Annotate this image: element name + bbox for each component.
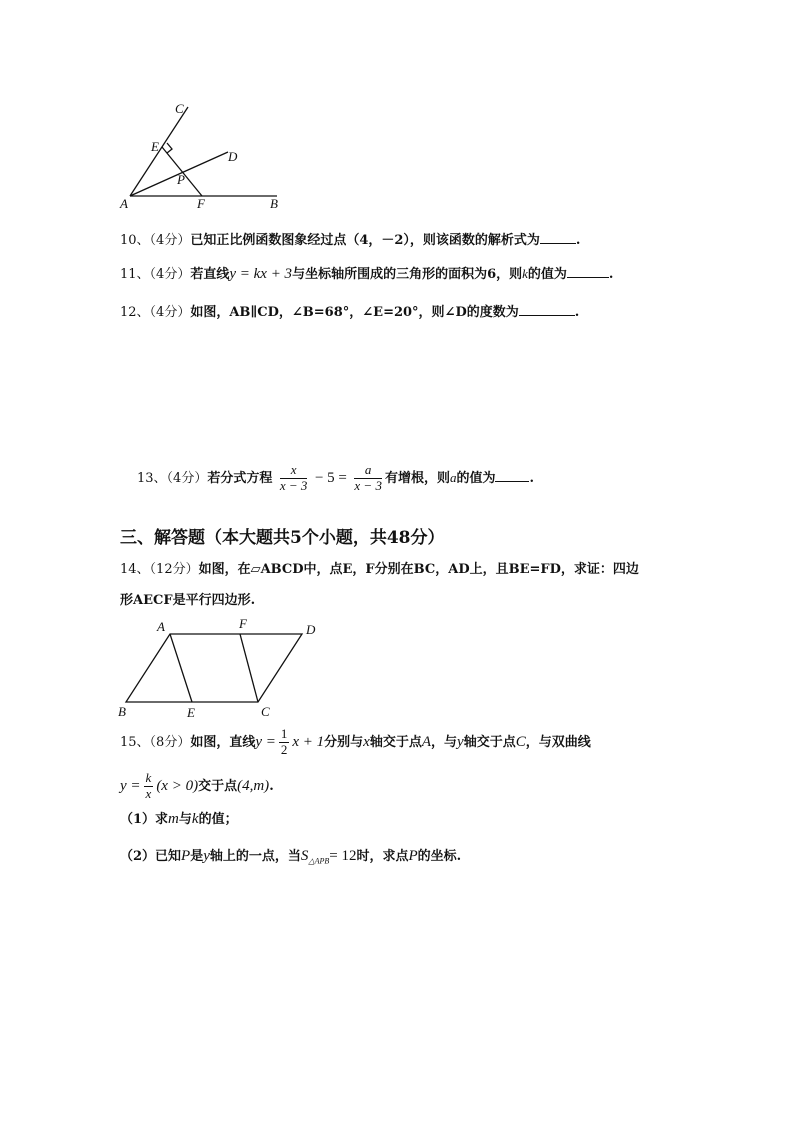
question-text: 若分式方程 [207,470,273,486]
question-11 [120,265,613,282]
question-text-2: 与坐标轴所围成的三角形的面积为6，则 [292,267,523,282]
question-text-5: 轴交于点 [463,735,516,750]
equation-y: y = [255,734,276,750]
point-c: C [515,734,526,750]
point-p-2: P [408,848,418,864]
question-score: （4分） [166,470,208,486]
part-2-text-3: 轴上的一点，当 [209,849,301,864]
question-score: （4分） [149,267,191,282]
period: . [269,779,274,794]
variable-m: m [168,811,179,827]
variable-x: x [363,734,370,750]
label-f: F [197,196,205,211]
label-a: A [120,196,128,211]
variable-k: k [522,266,528,281]
question-15 [120,722,591,763]
section-heading: 三、解答题（本大题共5个小题，共48分） [120,528,445,548]
line-equation: y = kx + 3 [229,266,293,282]
label-f: F [239,616,247,631]
question-text-2: 分别与 [324,735,364,750]
question-text-3: 的值为 [456,470,496,486]
question-12 [120,303,579,319]
area-value: = 12 [329,848,357,864]
area-subscript: △APB [308,856,330,866]
label-e: E [187,705,195,720]
label-b: B [118,704,126,719]
question-text-4: ，与 [431,735,458,750]
equation-middle: − 5 = [314,469,347,486]
question-text-3: 轴交于点 [369,735,422,750]
question-14 [120,563,639,576]
question-number: 14、 [120,562,150,577]
question-score: （12分） [149,562,199,577]
domain-condition: (x > 0) [156,778,199,794]
label-c: C [261,704,270,719]
label-c: C [175,101,184,116]
question-score: （4分） [149,305,191,320]
point-a: A [421,734,432,750]
question-15-part-1 [120,812,238,827]
fraction-a-over-x-minus-3: $\frac{a}{x - 3}$ [354,462,382,493]
question-text: 已知正比例函数图象经过点（4，－2），则该函数的解析式为 [190,233,540,248]
question-text: 如图，直线 [190,735,256,750]
parallelogram-abcd [126,634,302,702]
question-number: 13、 [137,470,167,486]
equation-rest: x + 1 [292,734,325,750]
part-2-text: （2）已知 [120,849,182,864]
answer-blank[interactable] [567,265,609,278]
question-number: 15、 [120,735,150,750]
question-13 [137,463,534,494]
area-symbol: S [300,848,309,864]
segment-fc [240,634,258,702]
question-score: （8分） [149,735,191,750]
question-number: 12、 [120,305,150,320]
question-text: 若直线 [190,267,230,282]
point-4-m: (4,m) [237,778,270,794]
question-text-3: 的值为 [527,267,567,282]
question-text: 交于点 [198,779,238,794]
label-d: D [228,149,238,164]
variable-y: y [457,734,464,750]
question-15-part-2 [120,849,461,866]
fraction-one-half: $\frac{1}{2}$ [280,726,288,757]
period: . [608,267,614,282]
question-number: 11、 [120,267,150,282]
period: . [575,233,581,248]
period: . [574,305,580,320]
variable-a: a [449,469,457,485]
parallelogram-figure [112,612,332,722]
question-text: 如图，在▱ABCD中，点E，F分别在BC，AD上，且BE=FD，求证：四边 [198,562,639,577]
label-a: A [157,619,165,634]
segment-ae [170,634,192,702]
label-p: P [177,172,185,187]
part-2-text-2: 是 [190,849,204,864]
question-15-line-2 [120,766,274,807]
label-d: D [306,622,316,637]
variable-k: k [191,811,199,827]
part-2-text-5: 的坐标. [417,849,462,864]
variable-y: y [203,848,210,864]
question-text: 如图，AB∥CD，∠B=68°，∠E=20°，则∠D的度数为 [190,305,519,320]
answer-blank[interactable] [540,231,576,244]
period: . [529,470,535,486]
answer-blank[interactable] [495,469,529,482]
label-e: E [151,139,159,154]
part-1-text-3: 的值； [198,812,238,827]
question-10 [120,231,580,247]
answer-blank[interactable] [519,303,575,316]
question-text-6: ，与双曲线 [525,735,591,750]
part-2-text-4: 时，求点 [356,849,409,864]
part-1-text-2: 与 [178,812,192,827]
fraction-k-over-x: $\frac{k}{x}$ [145,770,152,801]
right-angle-mark [167,143,172,153]
part-1-text: （1）求 [120,812,169,827]
angle-figure [110,95,300,215]
question-text-2: 有增根，则 [384,470,450,486]
label-b: B [270,196,278,211]
point-p: P [181,848,191,864]
question-score: （4分） [149,233,191,248]
question-number: 10、 [120,233,150,248]
fraction-x-over-x-minus-3: $\frac{x}{x - 3}$ [279,462,308,493]
hyperbola-y: y = [120,778,141,794]
question-14-line-2: 形AECF是平行四边形. [120,593,256,608]
